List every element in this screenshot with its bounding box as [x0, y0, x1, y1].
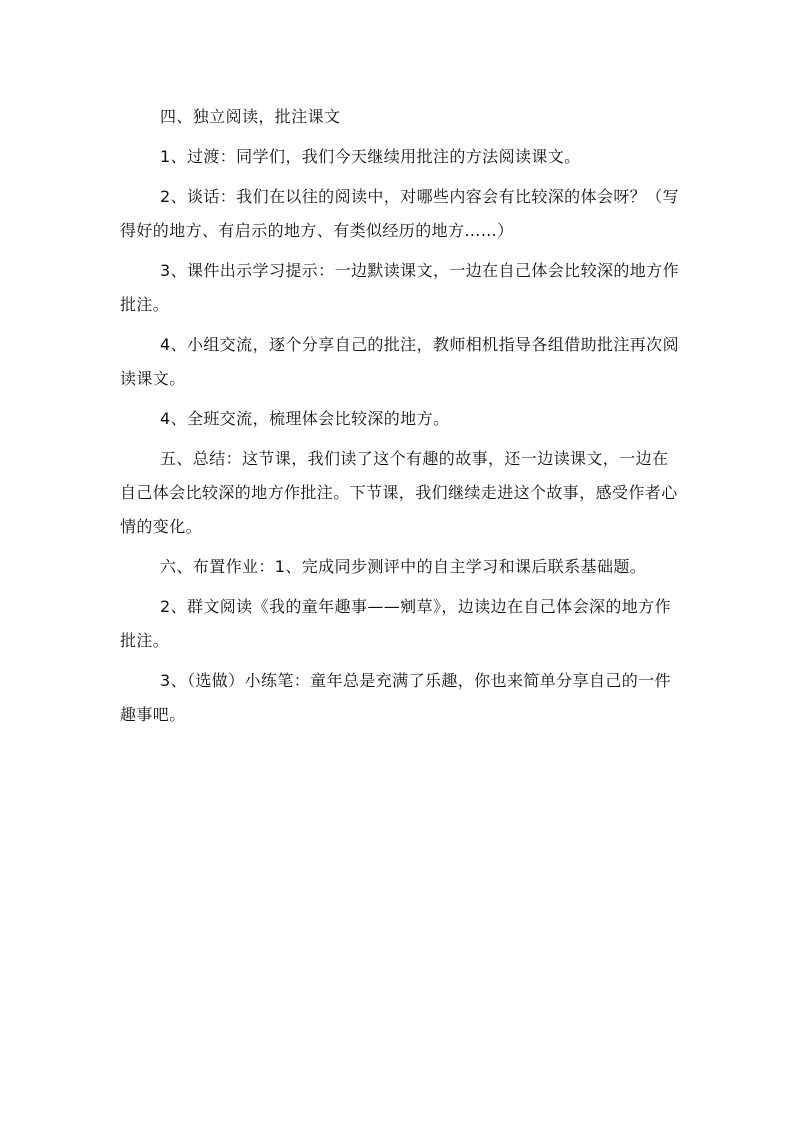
paragraph-transition: 1、过渡：同学们，我们今天继续用批注的方法阅读课文。 [160, 147, 581, 166]
section-heading-independent-reading: 四、独立阅读，批注课文 [160, 107, 341, 126]
paragraph-summary: 五、总结：这节课，我们读了这个有趣的故事，还一边读课文，一边在自己体会比较深的地方作批注。下节课，我们继续走进这个故事，感受作者心情的变化。 [120, 449, 678, 536]
paragraph-group-exchange: 4、小组交流，逐个分享自己的批注，教师相机指导各组借助批注再次阅读课文。 [120, 335, 679, 388]
paragraph-group-reading: 2、群文阅读《我的童年趣事——剜草》，边读边在自己体会深的地方作批注。 [120, 597, 671, 650]
document-page [120, 100, 680, 738]
paragraph-optional-writing: 3、（选做）小练笔：童年总是充满了乐趣，你也来简单分享自己的一件趣事吧。 [120, 671, 671, 724]
paragraph-courseware-tips: 3、课件出示学习提示：一边默读课文，一边在自己体会比较深的地方作批注。 [120, 261, 679, 314]
paragraph-discussion: 2、谈话：我们在以往的阅读中，对哪些内容会有比较深的体会呀？（写得好的地方、有启示的地方、有类似经历的地方……） [120, 187, 679, 240]
paragraph-homework: 六、布置作业：1、完成同步测评中的自主学习和课后联系基础题。 [160, 557, 647, 576]
paragraph-class-exchange: 4、全班交流，梳理体会比较深的地方。 [160, 409, 450, 428]
